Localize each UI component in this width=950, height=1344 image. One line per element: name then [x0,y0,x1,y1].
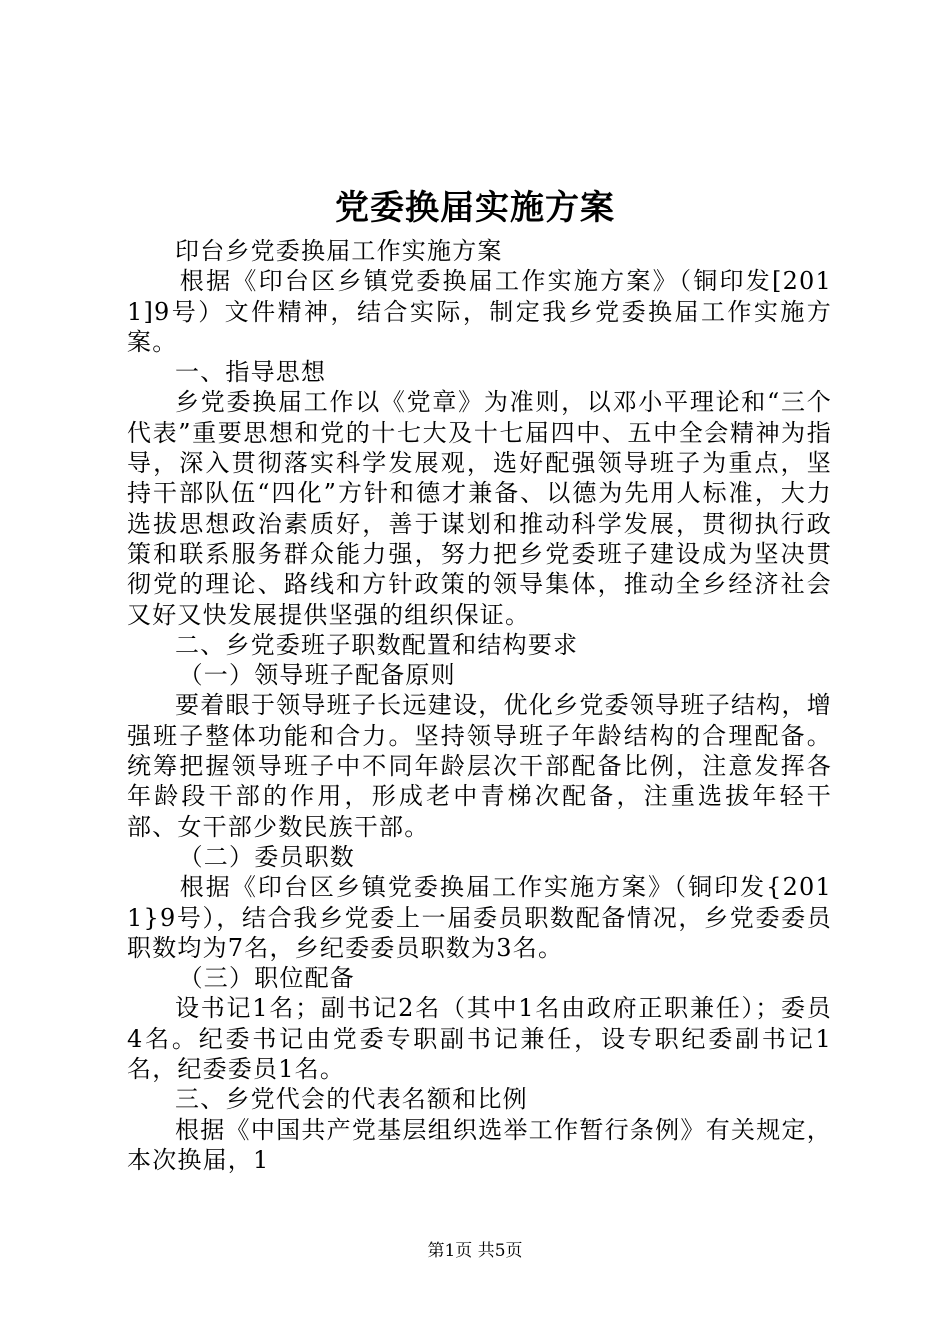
heading-team-structure: 二、乡党委班子职数配置和结构要求 [175,630,579,659]
paragraph-position-allocation: 设书记1名；副书记2名（其中1名由政府正职兼任）；委员4名。纪委书记由党委专职副书记兼任，设专职纪委副书记1名，纪委委员1名。 [127,994,832,1084]
document-body [127,236,832,1175]
paragraph-delegate-quota: 根据《中国共产党基层组织选举工作暂行条例》有关规定，本次换届，1 [127,1115,832,1174]
paragraph-guiding-thought: 乡党委换届工作以《党章》为准则，以邓小平理论和“三个代表”重要思想和党的十七大及十七届四中、五中全会精神为指导，深入贯彻落实科学发展观，选好配强领导班子为重点，坚持干部队伍“四化”方针和德才兼备、以德为先用人标准，大力选拔思想政治素质好，善于谋划和推动科学发展，贯彻执行政策和联系服务群众能力强，努力把乡党委班子建设成为坚决贯彻党的理论、路线和方针政策的领导集体，推动全乡经济社会又好又快发展提供坚强的组织保证。 [127,388,832,629]
paragraph-team-principles: 要着眼于领导班子长远建设，优化乡党委领导班子结构，增强班子整体功能和合力。坚持领导班子年龄结构的合理配备。统筹把握领导班子中不同年龄层次干部配备比例，注意发挥各年龄段干部的作用，形成老中青梯次配备，注重选拔年轻干部、女干部少数民族干部。 [127,691,832,841]
document-title: 党委换届实施方案 [335,188,615,228]
heading-delegate-quota: 三、乡党代会的代表名额和比例 [175,1085,528,1114]
paragraph-member-positions: 根据《印台区乡镇党委换届工作实施方案》（铜印发{2011}9号），结合我乡党委上一届委员职数配备情况，乡党委委员职数均为7名，乡纪委委员职数为3名。 [127,873,832,962]
heading-team-principles: （一）领导班子配备原则 [178,661,456,690]
paragraph-subtitle: 印台乡党委换届工作实施方案 [175,237,503,265]
heading-guiding-thought: 一、指导思想 [175,358,327,387]
page-footer: 第1页 共5页 [427,1241,523,1261]
heading-position-allocation: （三）职位配备 [178,964,355,993]
heading-member-positions: （二）委员职数 [178,842,355,871]
paragraph-intro: 根据《印台区乡镇党委换届工作实施方案》（铜印发[2011]9号）文件精神，结合实际，制定我乡党委换届工作实施方案。 [127,267,832,356]
